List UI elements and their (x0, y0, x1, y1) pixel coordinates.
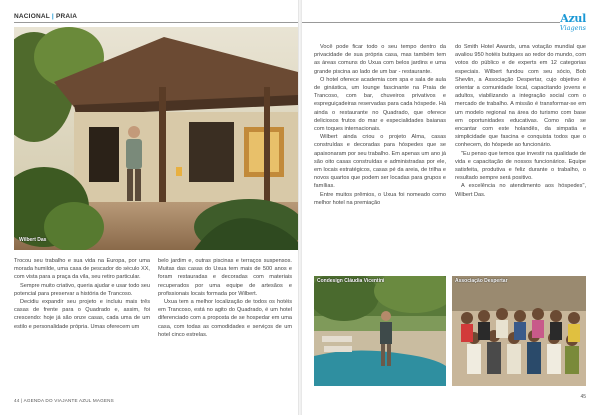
right-column-1 (314, 43, 446, 207)
logo-main: Azul (560, 12, 586, 25)
left-column-1 (14, 257, 150, 331)
hotel-photo (14, 27, 298, 250)
paragraph: Entre muitos prêmios, o Uxua foi nomeado como melhor hotel na premiação (314, 191, 446, 206)
paragraph: Trocou seu trabalho e sua vida na Europa, por uma morada humilde, uma casa de pescador do século XX, com vista para a praça da vila, seu retiro particular. (14, 258, 150, 281)
paragraph: "Eu penso que temos que investir na qualidade de vida e capacitação de nossos funcionários. Equipe satisfeita, produtiva e feliz durante o trabalho, o resultado sempre será positivo. (455, 150, 586, 182)
logo-sub: Viagens (559, 24, 586, 32)
paragraph: Decidiu expandir seu projeto e incluiu mais três casas de frente para o Quadrado e, assim, foi crescendo: hoje já são onze casas, cada uma de um estilo e personalidade própria. Umas oferecem um (14, 299, 150, 330)
section-separator: | (51, 13, 54, 20)
footer-page-number: 45 (580, 394, 586, 400)
group-photo (452, 276, 586, 386)
right-column-2 (455, 43, 586, 199)
subsection-label: PRAIA (55, 13, 78, 20)
paragraph: A excelência no atendimento aos hóspedes", Wilbert Das. (455, 183, 586, 198)
photo-credit-group: Associação Despertar (455, 278, 508, 284)
paragraph: Sempre muito criativo, queria ajudar e usar todo seu potencial para preservar a história de Trancoso. (14, 282, 150, 297)
paragraph: Você pode ficar todo o seu tempo dentro da privacidade de sua própria casa, mas também tem as áreas comuns do Uxua com belos jardins e uma grande piscina ao lado de um bar - restaurante. (314, 44, 446, 75)
header-rule-left (14, 22, 298, 23)
footer-left: 44 | AGENDA DO VIAJANTE AZUL MAGENS (14, 398, 114, 403)
paragraph: Wilbert ainda criou o projeto Alma, casas construídas e decoradas para hóspedes que se apaixonaram por seu trabalho. Em apenas um ano já são oito casas construídas e administradas por ele, em locais estratégicos, casas pé da areia, de trilha e novos quartos que podem ser locadas para grupos e famílias. (314, 134, 446, 190)
paragraph: do Smith Hotel Awards, uma votação mundial que avaliou 950 hotéis butiques ao redor do mundo, com votos do público e de experts em 12 categorias especiais. Wilbert fundou com seu sócio, Bob Shevlin, a Associação Despertar, cujo objetivo é orientar a comunidade local, capacitando jovens e adultos, viabilizando a integração social com o mercado de trabalho. A missão é transformar-se em um modelo regional na área do turismo com base em oportunidades educativas. Como não se encantar com este holandês, da simpatia e simplicidade que fascina e conquista todos que o conhecem, do hóspede ao funcionário. (455, 44, 586, 149)
photo-credit-pool: Condesign Cláudia Vicentini (317, 278, 385, 284)
magazine-logo (560, 10, 586, 32)
photo-credit-main: Wilbert Das (19, 237, 47, 243)
paragraph: Uxua tem a melhor localização de todos os hotéis em Trancoso, está no agito do Quadrado, é um hotel diferenciado com a proposta de se hospedar em uma casa, com todas as comodidades e serviços de um hotel cinco estrelas. (158, 299, 292, 338)
left-column-2 (158, 257, 292, 339)
paragraph: O hotel oferece academia com spa e sala de aula de ginástica, um lounge fascinante na Praia de Trancoso, com bar, chuveiros privativos e espreguiçadeiras reservadas para cada hóspede. Há ainda o restaurante no Quadrado, que oferece deliciosos frutos do mar e especialidades baianas com toques internacionais. (314, 76, 446, 133)
pool-photo (314, 276, 446, 386)
header-rule-right (302, 22, 560, 23)
section-label: NACIONAL (14, 13, 50, 20)
section-tag (14, 13, 77, 20)
paragraph: belo jardim e, outras piscinas e terraços suspensos. Muitas das casas do Uxua tem mais de 500 anos e foram restauradas e decoradas com materiais recuperados por uma equipe de artesãos e profissionais locais formada por Wilbert. (158, 258, 292, 297)
